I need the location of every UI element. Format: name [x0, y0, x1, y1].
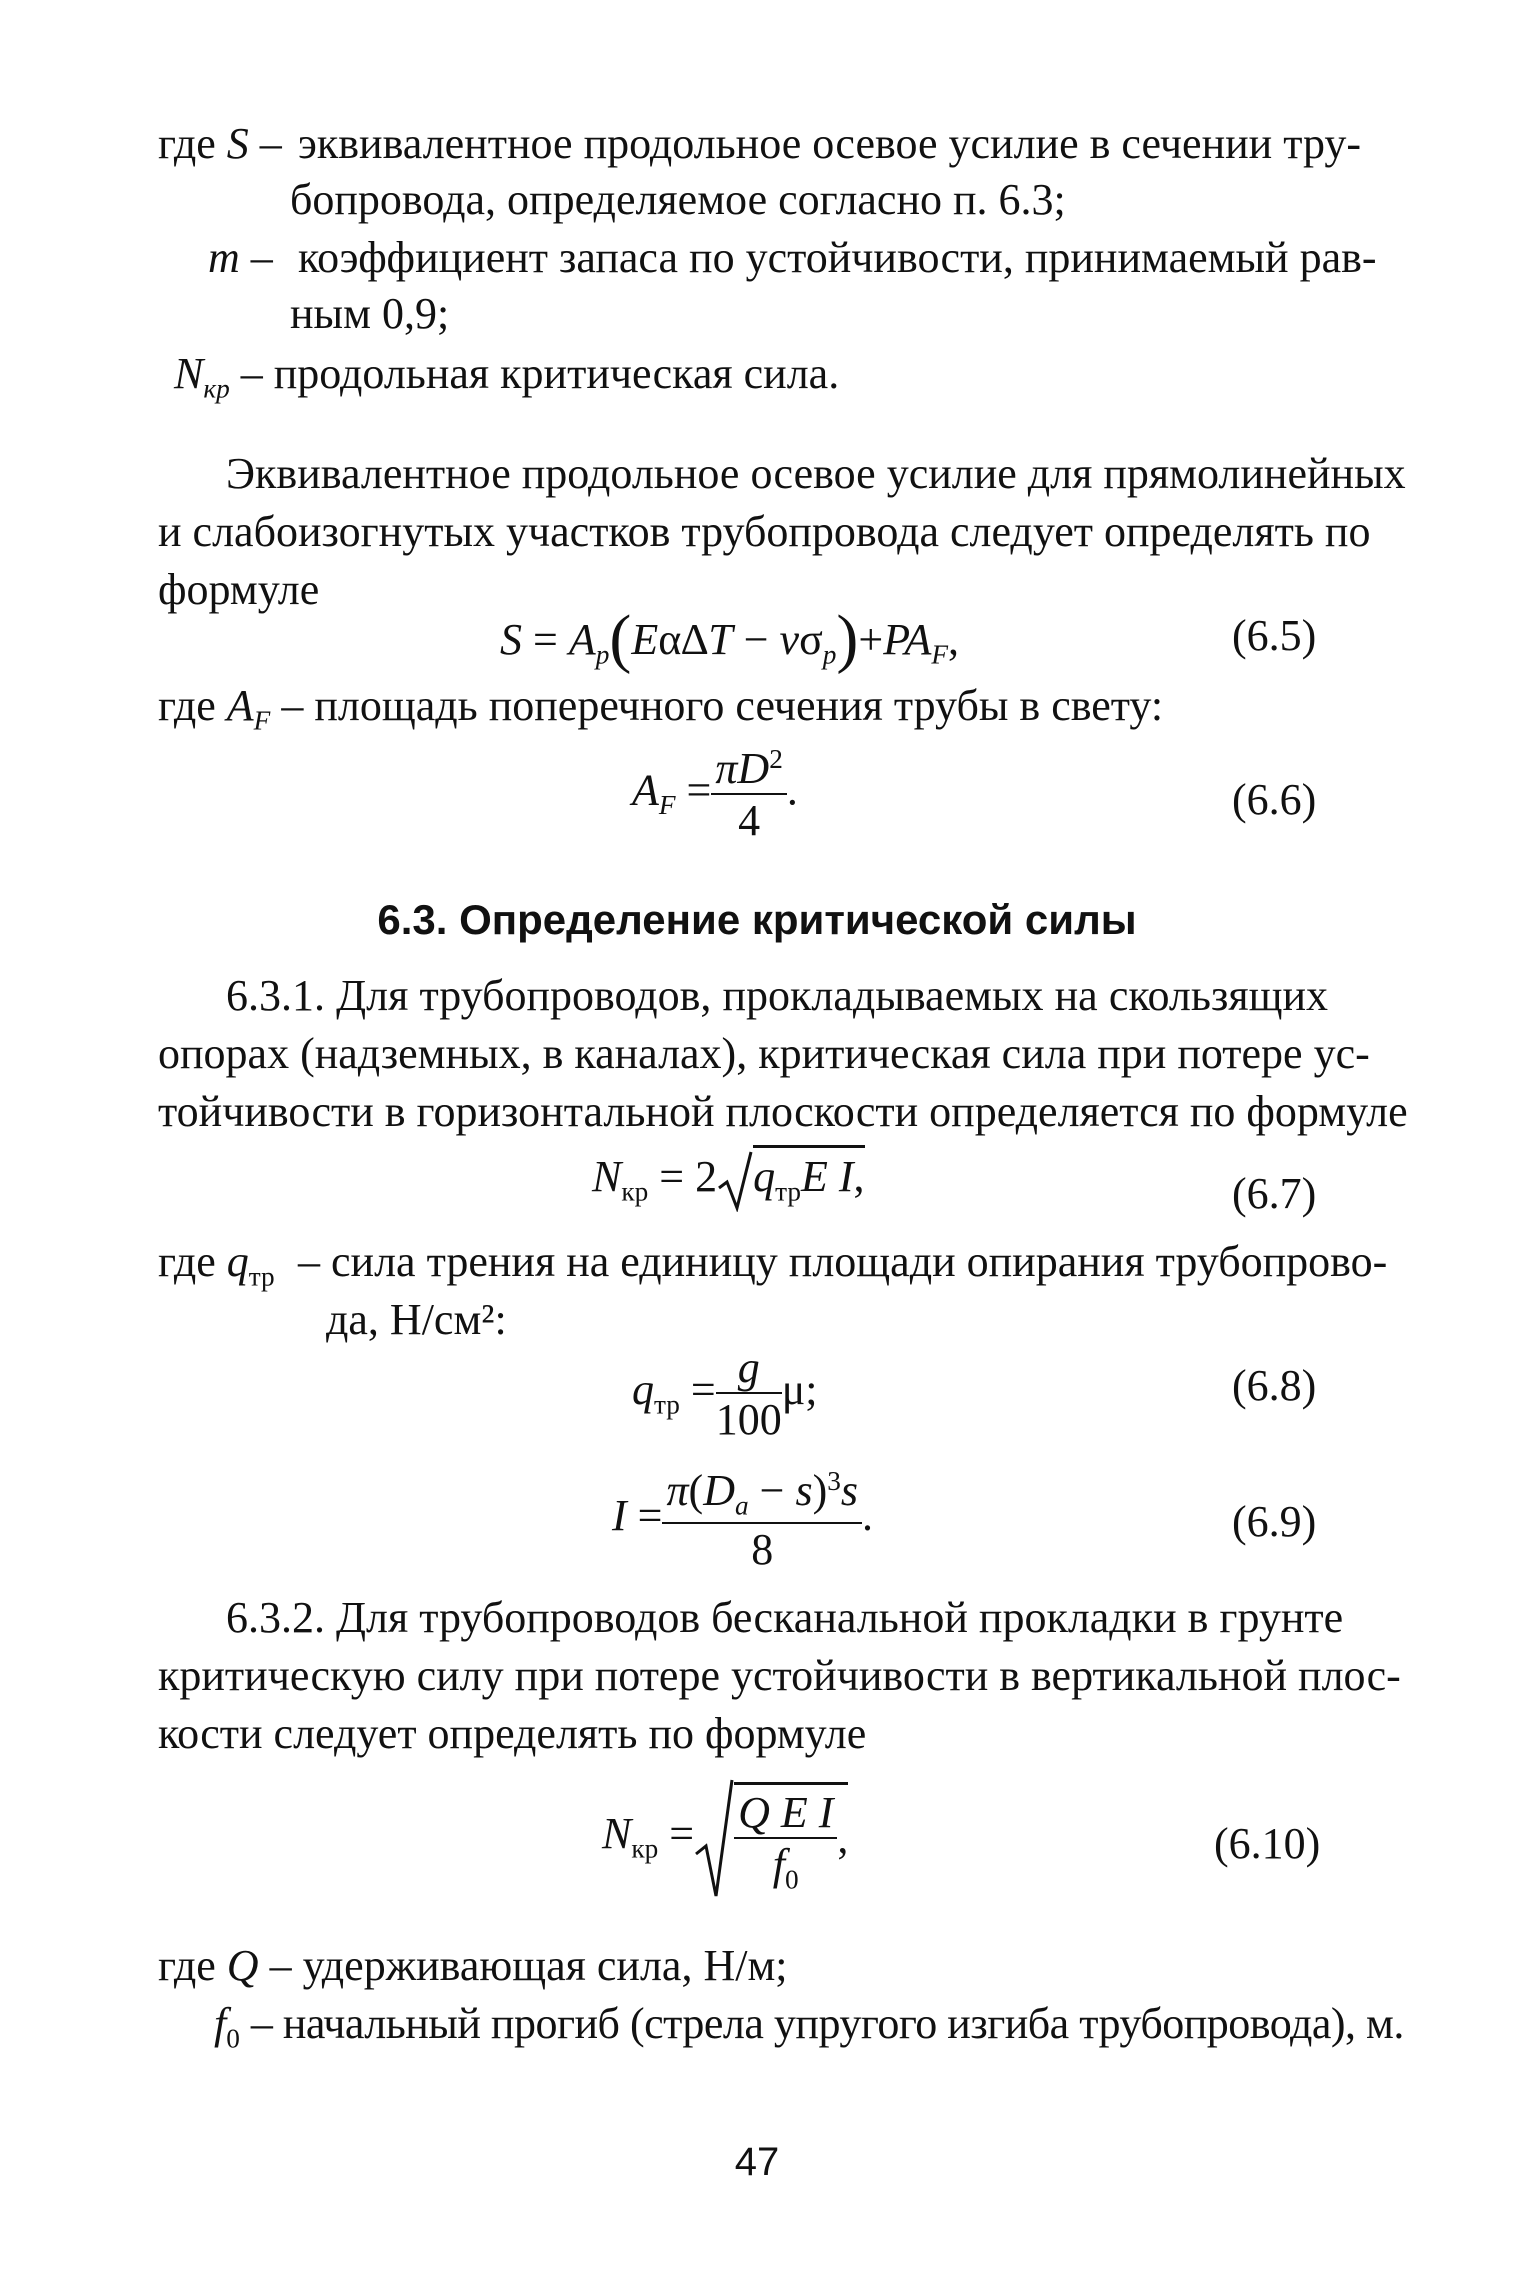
symbol-f-sub: 0 — [226, 2023, 240, 2054]
sqrt-sign — [694, 1776, 734, 1900]
symbol-f: f — [214, 1999, 227, 2048]
def-q — [158, 1941, 788, 1990]
equation-number-6-5: (6.5) — [1232, 611, 1317, 660]
para-equiv-line1: Эквивалентное продольное осевое усилие для прямолинейных — [226, 449, 1406, 498]
def-q-text: – удерживающая сила, Н/м; — [269, 1941, 788, 1990]
para-equiv-line3: формуле — [158, 565, 320, 614]
equation-6-10: $N_{кр}$ = $\frac{\text{Q E I}}{f_0}$ , — [602, 1776, 848, 1900]
where-word: где — [158, 119, 216, 168]
symbol-a-sub: F — [253, 705, 271, 736]
def-af — [158, 681, 1164, 736]
equation-number-6-7: (6.7) — [1232, 1169, 1317, 1218]
def-m-label — [208, 233, 273, 282]
def-m-text1: коэффициент запаса по устойчивости, принимаемый рав- — [298, 233, 1377, 282]
para-632-line3: кости следует определять по формуле — [158, 1709, 867, 1758]
para-631-line2: опорах (надземных, в каналах), критическая сила при потере ус- — [158, 1029, 1370, 1078]
def-f0-text: – начальный прогиб (стрела упругого изгиба трубопровода), м. — [250, 1999, 1404, 2048]
symbol-a: A — [226, 681, 254, 730]
equation-number-6-6: (6.6) — [1232, 775, 1317, 824]
where-word: где — [158, 681, 216, 730]
symbol-m: m — [208, 233, 240, 282]
page-number: 47 — [734, 2140, 780, 2184]
def-qtr-text1: – сила трения на единицу площади опирания трубопрово- — [298, 1237, 1388, 1286]
equation-number-6-10: (6.10) — [1214, 1819, 1321, 1868]
equation-6-8: $q_{тр}$ = $\frac{g}{100}$ μ; — [632, 1343, 818, 1444]
para-632-line2: критическую силу при потере устойчивости в вертикальной плос- — [158, 1651, 1401, 1700]
equation-6-7: $N_{кр} = 2$ $q_{тр}E$ I, — [592, 1150, 865, 1212]
section-heading: 6.3. Определение критической силы — [377, 896, 1137, 943]
symbol-q-big: Q — [226, 1941, 259, 1990]
def-n — [174, 349, 840, 404]
para-632-line1: 6.3.2. Для трубопроводов бесканальной прокладки в грунте — [226, 1593, 1344, 1642]
equation-6-9: I = $\frac{\pi(D_a - s)^3s}{8}$ . — [612, 1466, 873, 1574]
symbol-n: N — [174, 349, 204, 398]
where-word: где — [158, 1237, 216, 1286]
para-equiv-line2: и слабоизогнутых участков трубопровода следует определять по — [158, 507, 1371, 556]
equation-6-5: $S = A_p(E\alpha\Delta T - \nu\sigma_p)+PA_F$, — [500, 602, 959, 675]
def-f0 — [214, 1999, 1404, 2054]
dash: – — [259, 119, 282, 168]
def-s-line1 — [158, 119, 282, 168]
symbol-n-sub: кр — [203, 373, 230, 404]
equation-number-6-8: (6.8) — [1232, 1361, 1317, 1410]
sqrt-sign — [717, 1150, 753, 1212]
def-qtr-label — [158, 1237, 275, 1292]
symbol-q-sub: тр — [248, 1261, 275, 1292]
equation-6-6: $A_F$ = $\frac{\pi D^2}{4}$ . — [632, 744, 798, 845]
symbol-q: q — [226, 1237, 249, 1286]
def-s-text2: бопровода, определяемое согласно п. 6.3; — [290, 175, 1066, 224]
equation-number-6-9: (6.9) — [1232, 1497, 1317, 1546]
def-af-text: – площадь поперечного сечения трубы в свету: — [281, 681, 1164, 730]
def-n-text: – продольная критическая сила. — [240, 349, 840, 398]
dash: – — [250, 233, 273, 282]
para-631-line3: тойчивости в горизонтальной плоскости определяется по формуле — [158, 1087, 1408, 1136]
def-m-text2: ным 0,9; — [290, 289, 450, 338]
def-s-text1: эквивалентное продольное осевое усилие в сечении тру- — [298, 119, 1362, 168]
para-631-line1: 6.3.1. Для трубопроводов, прокладываемых на скользящих — [226, 971, 1328, 1020]
def-qtr-text2: да, Н/см²: — [326, 1295, 507, 1344]
symbol-s: S — [226, 119, 249, 168]
where-word: где — [158, 1941, 216, 1990]
